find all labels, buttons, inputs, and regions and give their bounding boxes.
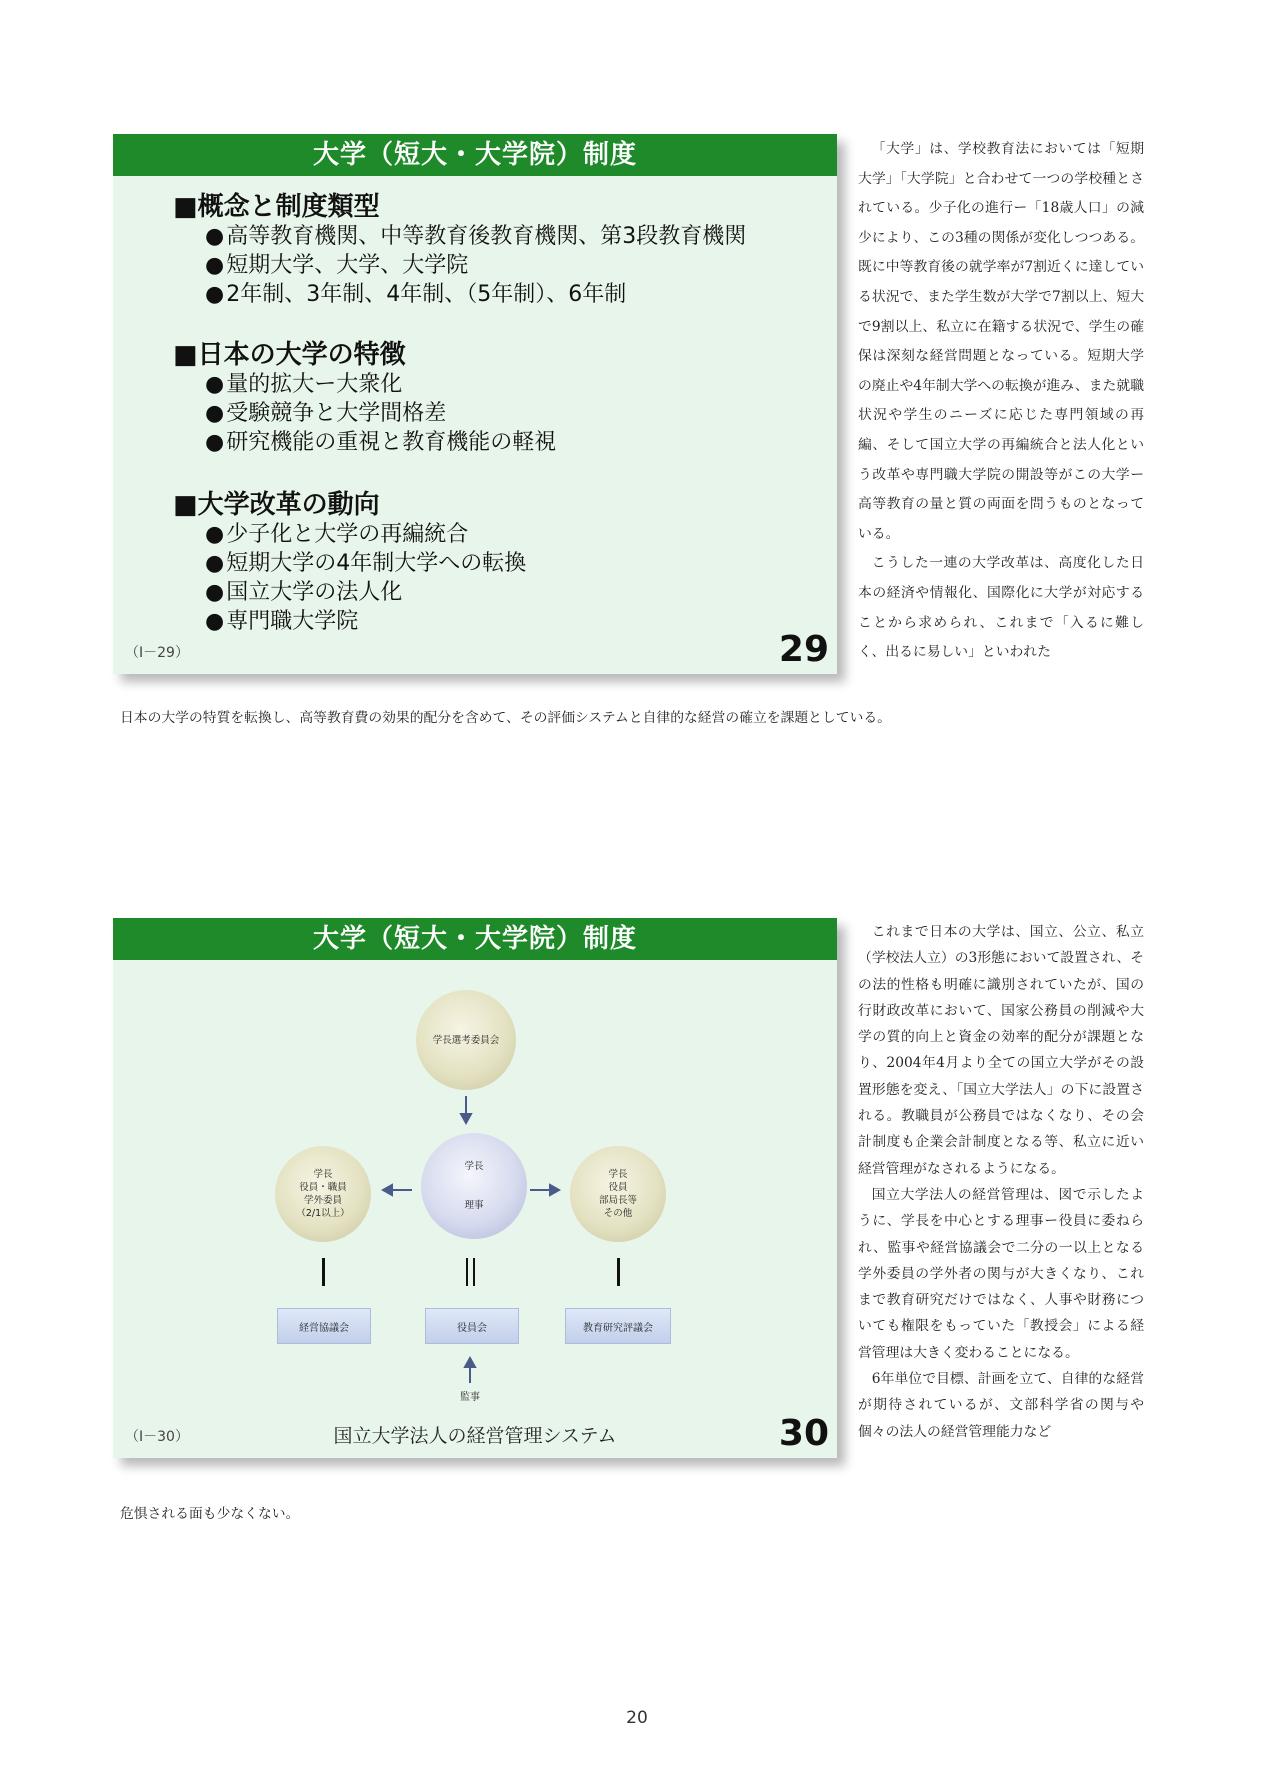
board-box: 役員会 — [425, 1308, 519, 1344]
education-council-box: 教育研究評議会 — [565, 1308, 671, 1344]
paragraph: 「大学」は、学校教育法においては「短期大学」「大学院」と合わせて一つの学校種とされている。少子化の進行ー「18歳人口」の減少により、この3種の関係が変化しつつある。既に中等教育後の就学率が7割近くに達している状況で、また学生数が大学で7割以上、短大で9割以上、私立に在籍する状況で、学生の確保は深刻な経営問題となっている。短期大学の廃止や4年制大学への転換が進み、また就職状況や学生のニーズに応じた専門領域の再編、そして国立大学の再編統合と法人化という改革や専門職大学院の開設等がこの大学ー高等教育の量と質の両面を問うものとなっている。 — [858, 141, 1144, 542]
connector-line — [617, 1258, 620, 1286]
bullet-item: ● 2年制、3年制、4年制、（5年制）、6年制 — [205, 280, 746, 309]
slide-header: 大学（短大・大学院）制度 — [113, 918, 837, 960]
slide-29 — [113, 134, 837, 674]
bullet-item: ● 受験競争と大学間格差 — [205, 399, 556, 428]
paragraph: こうした一連の大学改革は、高度化した日本の経済や情報化、国際化に大学が対応することから求められ、これまで「入るに難しく、出るに易しい」といわれた — [858, 555, 1144, 661]
arrow-head — [550, 1185, 559, 1195]
page-number: 20 — [626, 1708, 648, 1728]
paragraph: 国立大学法人の経営管理は、図で示したように、学長を中心とする理事ー役員に委ねられ、監事や経営協議会で二分の一以上となる学外委員の学外者の関与が大きくなり、これまで教育研究だけではなく、人事や財務についても権限をもっていた「教授会」による経営管理は大きく変わることになる。 — [858, 1186, 1144, 1361]
education-council-members-circle: 学長 役員 部局長等 その他 — [570, 1146, 666, 1242]
double-connector-line — [466, 1258, 475, 1286]
slide-code: （Ⅰ－30） — [125, 1429, 189, 1445]
bullet-item: ● 高等教育機関、中等教育後教育機関、第3段教育機関 — [205, 222, 746, 251]
bullet-item: ● 専門職大学院 — [205, 607, 526, 636]
management-council-members-circle: 学長 役員・職員 学外委員 （2/1以上） — [275, 1146, 371, 1242]
slide-header: 大学（短大・大学院）制度 — [113, 134, 837, 176]
bullet-list — [205, 222, 746, 309]
commentary-continuation-2: 危惧される面も少なくない。 — [120, 1506, 300, 1522]
bullet-item: ● 短期大学の4年制大学への転換 — [205, 549, 526, 578]
section-title: ■日本の大学の特徴 — [173, 340, 406, 370]
bullet-item: ● 国立大学の法人化 — [205, 578, 526, 607]
slide-number: 29 — [778, 629, 829, 670]
bullet-item: ● 研究機能の重視と教育機能の軽視 — [205, 428, 556, 457]
arrow-head — [465, 1358, 475, 1367]
president-circle: 学長 理事 — [421, 1133, 527, 1239]
slide-caption: 国立大学法人の経営管理システム — [333, 1425, 617, 1447]
paragraph: 6年単位で目標、計画を立て、自律的な経営が期待されているが、文部科学省の関与や個々の法人の経営管理能力など — [858, 1371, 1144, 1440]
arrow-head — [383, 1185, 392, 1195]
slide-code: （Ⅰ－29） — [125, 645, 189, 661]
management-council-box: 経営協議会 — [277, 1308, 371, 1344]
commentary-text-2 — [858, 919, 1144, 1445]
connector-line — [322, 1258, 325, 1286]
auditor-label: 監事 — [460, 1392, 480, 1403]
selection-committee-circle: 学長選考委員会 — [416, 990, 516, 1090]
commentary-text-1 — [858, 135, 1144, 668]
slide-number: 30 — [778, 1413, 829, 1454]
paragraph: これまで日本の大学は、国立、公立、私立（学校法人立）の3形態において設置され、その法的性格も明確に識別されていたが、国の行財政改革において、国家公務員の削減や大学の質的向上と資金の効率的配分が課題となり、2004年4月より全ての国立大学がその設置形態を変え、「国立大学法人」の下に設置される。教職員が公務員ではなくなり、その会計制度も企業会計制度となる等、私立に近い経営管理がなされるようになる。 — [858, 924, 1144, 1177]
bullet-list — [205, 520, 526, 636]
bullet-list — [205, 370, 556, 457]
bullet-item: ● 短期大学、大学、大学院 — [205, 251, 746, 280]
commentary-continuation-1: 日本の大学の特質を転換し、高等教育費の効果的配分を含めて、その評価システムと自律的な経営の確立を課題としている。 — [120, 710, 891, 726]
section-title: ■大学改革の動向 — [173, 490, 380, 520]
section-title: ■概念と制度類型 — [173, 192, 380, 222]
bullet-item: ● 少子化と大学の再編統合 — [205, 520, 526, 549]
bullet-item: ● 量的拡大ー大衆化 — [205, 370, 556, 399]
arrow-head — [461, 1114, 471, 1123]
slide-30 — [113, 918, 837, 1458]
